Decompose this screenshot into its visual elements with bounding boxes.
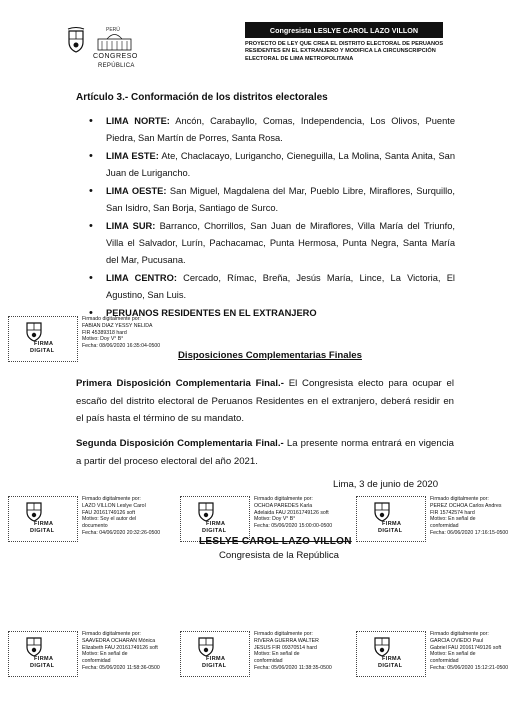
signature-line: JESUS FIR 09370514 hard	[254, 644, 317, 651]
digital-signature-stamp	[8, 316, 183, 362]
signature-seal	[356, 631, 426, 677]
signature-line: RIVERA GUERRA WALTER	[254, 637, 319, 644]
digital-label: DIGITAL	[202, 528, 227, 534]
list-item	[89, 218, 455, 269]
firma-label: FIRMA	[206, 521, 226, 527]
article-title: Artículo 3.- Conformación de los distritos electorales	[76, 92, 328, 103]
second-provision-text: La presente norma entrará en vigencia a partir del proceso electoral del año 2021.	[76, 438, 454, 467]
signature-line: Firmado digitalmente por:	[254, 631, 313, 637]
firma-label: FIRMA	[34, 521, 54, 527]
signature-line: documento	[82, 523, 108, 530]
signature-line: conformidad	[430, 523, 459, 530]
firma-label: FIRMA	[34, 656, 54, 662]
firma-label: FIRMA	[34, 341, 54, 347]
signature-line: PEREZ OCHOA Carlos Andres	[430, 502, 502, 509]
coat-of-arms-icon	[195, 500, 217, 522]
signature-line: Motivo: En señal de	[82, 651, 128, 658]
signature-line: FIR 45389318 hard	[82, 329, 127, 336]
digital-signature-stamp	[180, 631, 340, 677]
signature-details	[430, 496, 527, 537]
district-name: LIMA OESTE:	[106, 186, 167, 196]
coat-of-arms-icon	[371, 500, 393, 522]
district-members: Barranco, Chorrillos, San Juan de Miraflores, Villa María del Triunfo, Villa el Salvador, Lurín, Pachacamac, Punta Hermosa, Punta Negra, Santa María del Mar, Pucusana.	[106, 221, 455, 265]
signature-line: conformidad	[430, 658, 459, 665]
signature-line: Fecha: 05/06/2020 11:58:36-0500	[82, 664, 160, 671]
signature-line: conformidad	[254, 658, 283, 665]
signature-line: OCHOA PAREDES Karla	[254, 502, 313, 509]
coat-of-arms-icon	[371, 635, 393, 657]
signature-line: conformidad	[82, 658, 111, 665]
district-name: LIMA ESTE:	[106, 151, 159, 161]
district-members: Cercado, Rímac, Breña, Jesús María, Lince, La Victoria, El Agustino, San Luis.	[106, 273, 455, 300]
signature-details	[82, 496, 182, 537]
firma-label: FIRMA	[382, 521, 402, 527]
list-item	[89, 270, 455, 304]
signature-line: Firmado digitalmente por:	[430, 631, 489, 637]
signature-seal	[8, 496, 78, 542]
district-name: LIMA NORTE:	[106, 116, 170, 126]
coat-of-arms-icon	[23, 320, 45, 342]
signature-line: Motivo: Soy el autor del	[82, 516, 137, 523]
list-item	[89, 183, 455, 217]
signature-line: Fecha: 05/06/2020 11:38:35-0500	[254, 664, 332, 671]
signature-details	[254, 631, 354, 672]
district-members: Ancón, Carabayllo, Comas, Independencia, Los Olivos, Puente Piedra, San Martín de Porres, Santa Rosa.	[106, 116, 455, 143]
signature-line: Motivo: Doy V° B°	[82, 336, 124, 343]
signature-line: SAAVEDRA OCHARAN Mónica	[82, 637, 156, 644]
digital-signature-stamp	[8, 631, 183, 677]
district-name: PERUANOS RESIDENTES EN EL EXTRANJERO	[106, 308, 317, 318]
header-title-bar: Congresista LESLYE CAROL LAZO VILLON	[245, 22, 443, 38]
coat-of-arms-icon	[66, 27, 86, 54]
congreso-logo	[66, 27, 148, 73]
signature-line: Fecha: 04/06/2020 20:32:26-0500	[82, 529, 161, 536]
signer-role: Congresista de la República	[219, 550, 339, 561]
list-item	[89, 113, 455, 147]
signature-line: FAU 20161749126 soft	[82, 509, 136, 516]
digital-label: DIGITAL	[378, 663, 403, 669]
project-title: PROYECTO DE LEY QUE CREA EL DISTRITO ELECTORAL DE PERUANOS RESIDENTES EN EL EXTRANJERO Y MODIFICA LA CIRCUNSCRIPCIÓN ELECTORAL DE LIMA METROPOLITANA	[245, 41, 444, 62]
digital-label: DIGITAL	[202, 663, 227, 669]
congress-building-icon	[97, 31, 132, 51]
coat-of-arms-icon	[23, 635, 45, 657]
signature-line: Firmado digitalmente por:	[82, 631, 141, 637]
district-members: San Miguel, Magdalena del Mar, Pueblo Libre, Miraflores, Surquillo, San Isidro, San Borja, Santiago de Surco.	[106, 186, 455, 213]
signature-line: GARCIA OVIEDO Paul	[430, 637, 484, 644]
signature-line: Fecha: 06/06/2020 17:16:15-0500	[430, 529, 509, 536]
second-provision	[76, 435, 454, 470]
district-name: LIMA CENTRO:	[106, 273, 177, 283]
digital-signature-stamp	[8, 496, 183, 542]
place-date: Lima, 3 de junio de 2020	[333, 479, 439, 490]
first-provision-text: El Congresista electo para ocupar el escaño del distrito electoral de Peruanos Residentes en el extranjero, deberá residir en el país hasta el término de su mandato.	[76, 378, 454, 424]
signature-seal	[8, 316, 78, 362]
signature-line: Gabriel FAU 20161749126 soft	[430, 644, 502, 651]
digital-label: DIGITAL	[30, 348, 55, 354]
signature-line: Fecha: 05/06/2020 15:12:21-0500	[430, 664, 509, 671]
signature-line: Elizabeth FAU 20161749126 soft	[82, 644, 158, 651]
signature-seal	[180, 631, 250, 677]
signature-details	[430, 631, 527, 672]
signature-seal	[356, 496, 426, 542]
signature-line: Adelaida FAU 20161749126 soft	[254, 509, 329, 516]
signature-line: LAZO VILLON Leslye Carol	[82, 502, 146, 509]
signature-line: Firmado digitalmente por:	[82, 496, 141, 502]
logo-congreso-label: CONGRESO	[93, 53, 138, 60]
signature-line: FIR 15742574 hard	[430, 509, 475, 516]
section-title: Disposiciones Complementarias Finales	[178, 350, 362, 361]
coat-of-arms-icon	[23, 500, 45, 522]
digital-label: DIGITAL	[30, 663, 55, 669]
signer-name: LESLYE CAROL LAZO VILLON	[199, 536, 352, 547]
signature-line: Fecha: 05/06/2020 15:00:00-0500	[254, 523, 333, 530]
second-provision-label: Segunda Disposición Complementaria Final.-	[76, 438, 284, 449]
signature-details	[82, 316, 182, 350]
firma-label: FIRMA	[206, 656, 226, 662]
signature-line: Motivo: Doy V° B°	[254, 516, 296, 523]
digital-label: DIGITAL	[30, 528, 55, 534]
digital-signature-stamp	[356, 631, 521, 677]
signature-seal	[8, 631, 78, 677]
signature-line: Motivo: En señal de	[254, 651, 300, 658]
logo-peru-label: PERÚ	[106, 27, 120, 33]
district-members: Ate, Chaclacayo, Lurigancho, Cieneguilla, La Molina, Santa Anita, San Juan de Lurigancho.	[106, 151, 455, 178]
signature-details	[82, 631, 182, 672]
signature-line: Firmado digitalmente por:	[82, 316, 141, 322]
coat-of-arms-icon	[195, 635, 217, 657]
digital-label: DIGITAL	[378, 528, 403, 534]
list-item	[89, 148, 455, 182]
signature-line: Motivo: En señal de	[430, 651, 476, 658]
district-name: LIMA SUR:	[106, 221, 156, 231]
district-list	[89, 113, 455, 323]
logo-republica-label: REPÚBLICA	[98, 63, 135, 69]
signature-line: FABIAN DIAZ YESSY NELIDA	[82, 322, 153, 329]
signature-line: Motivo: En señal de	[430, 516, 476, 523]
signature-line: Fecha: 08/06/2020 16:35:04-0500	[82, 343, 161, 350]
first-provision-label: Primera Disposición Complementaria Final.-	[76, 378, 284, 389]
signature-line: Firmado digitalmente por:	[430, 496, 489, 502]
signature-details	[254, 496, 354, 530]
first-provision	[76, 375, 454, 428]
signature-line: Firmado digitalmente por:	[254, 496, 313, 502]
digital-signature-stamp	[356, 496, 521, 542]
firma-label: FIRMA	[382, 656, 402, 662]
